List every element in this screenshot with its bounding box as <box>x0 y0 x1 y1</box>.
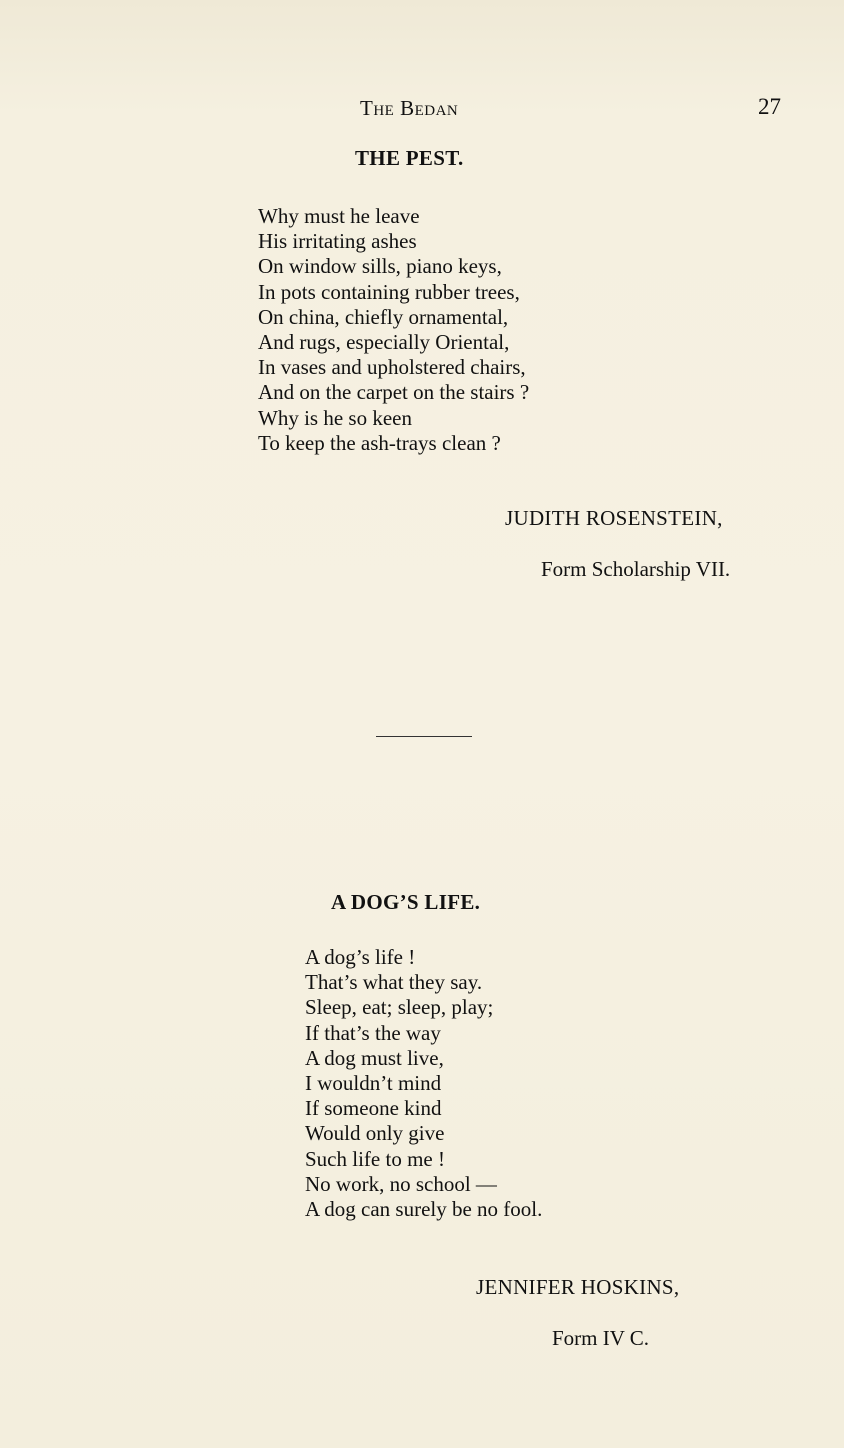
poem-line: If someone kind <box>305 1096 442 1121</box>
poem-line: Such life to me ! <box>305 1146 445 1171</box>
page-number: 27 <box>758 94 781 119</box>
poem-line: Why must he leave <box>258 204 420 228</box>
poem-title-a-dogs-life: A DOG’S LIFE. <box>331 890 481 914</box>
poem-line: On china, chiefly ornamental, <box>258 304 509 329</box>
poem-line: His irritating ashes <box>258 229 417 254</box>
poem-line: In vases and upholstered chairs, <box>258 355 526 380</box>
author-form-iv-c: Form IV C. <box>552 1326 650 1350</box>
poem-line: On window sills, piano keys, <box>258 254 502 279</box>
poem-line: And rugs, especially Oriental, <box>258 329 510 354</box>
poem-body-the-pest <box>258 204 529 456</box>
header-title: The Bedan <box>360 96 459 120</box>
section-divider <box>376 736 472 737</box>
author-jennifer-hoskins: JENNIFER HOSKINS, <box>476 1275 680 1299</box>
poem-line: In pots containing rubber trees, <box>258 279 520 304</box>
poem-line: A dog’s life ! <box>305 945 416 969</box>
poem-line: Would only give <box>305 1121 445 1146</box>
poem-line: A dog can surely be no fool. <box>305 1196 543 1221</box>
poem-line: Sleep, eat; sleep, play; <box>305 995 494 1020</box>
running-header <box>0 96 844 126</box>
poem-line: To keep the ash-trays clean ? <box>258 430 501 455</box>
poem-line: If that’s the way <box>305 1020 441 1045</box>
poem-line: Why is he so keen <box>258 405 412 430</box>
author-form-scholarship: Form Scholarship VII. <box>541 557 731 581</box>
poem-body-a-dogs-life <box>305 945 542 1222</box>
author-judith-rosenstein: JUDITH ROSENSTEIN, <box>505 506 723 530</box>
poem-line: A dog must live, <box>305 1045 444 1070</box>
poem-line: No work, no school — <box>305 1171 497 1196</box>
poem-line: And on the carpet on the stairs ? <box>258 380 530 405</box>
poem-line: I wouldn’t mind <box>305 1070 442 1095</box>
poem-title-the-pest: THE PEST. <box>355 146 464 170</box>
poem-line: That’s what they say. <box>305 970 483 995</box>
